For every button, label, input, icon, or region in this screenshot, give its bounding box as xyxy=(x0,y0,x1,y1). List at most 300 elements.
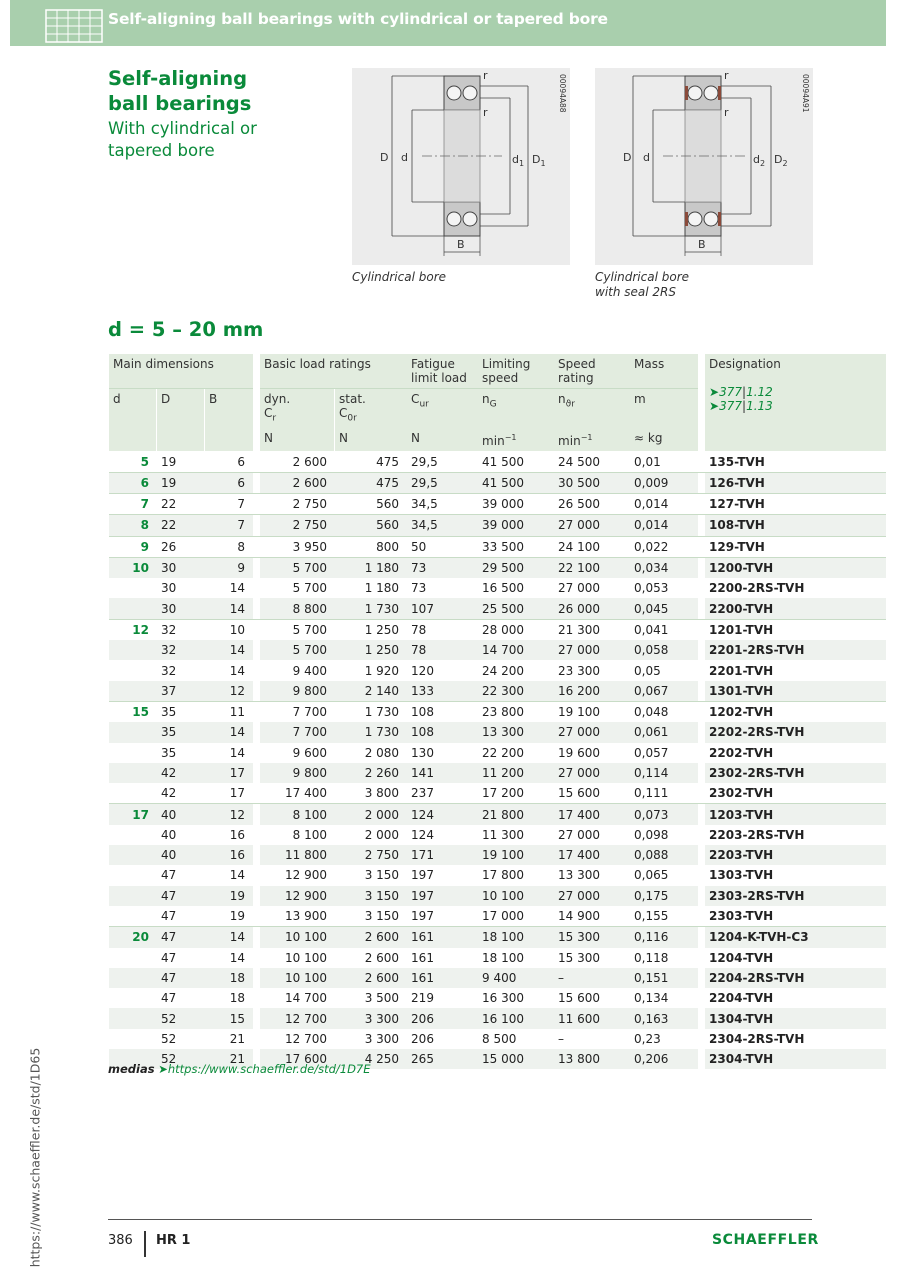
cell-nr: 17 400 xyxy=(554,845,630,865)
unit-N: N xyxy=(260,428,335,451)
cell-ng: 18 100 xyxy=(482,950,525,965)
cell-c0r: 3 150 xyxy=(335,886,407,906)
cell-cr: 2 600 xyxy=(260,472,335,493)
cell-cr: 7 700 xyxy=(260,701,335,722)
cell-cur: 130 xyxy=(411,745,434,760)
cell-cur: 78 xyxy=(407,640,478,660)
table-row xyxy=(109,493,886,514)
cell-cur: 197 xyxy=(411,909,434,924)
cell-cr: 9 600 xyxy=(292,745,328,760)
column-gap xyxy=(698,1029,705,1049)
cell-mass: 0,088 xyxy=(630,845,698,865)
cell-d: 8 xyxy=(109,514,157,535)
cell-cr: 2 750 xyxy=(260,514,335,535)
cell-c0r: 1 730 xyxy=(335,722,407,742)
cell-D: 52 xyxy=(161,1031,177,1046)
caption-line: Cylindrical bore xyxy=(352,270,447,284)
cell-mass: 0,118 xyxy=(634,950,669,965)
cell-d xyxy=(109,845,157,865)
table-row xyxy=(109,578,886,598)
column-gap xyxy=(698,640,705,660)
cell-c0r: 3 150 xyxy=(364,909,400,924)
column-gap xyxy=(698,968,705,988)
cell-D: 30 xyxy=(161,581,177,596)
column-gap xyxy=(698,451,705,471)
column-gap xyxy=(253,865,260,885)
table-row xyxy=(109,906,886,926)
cell-D: 40 xyxy=(157,803,205,824)
cell-c0r: 2 260 xyxy=(335,763,407,783)
cell-ng: 11 300 xyxy=(482,827,525,842)
cell-B: 21 xyxy=(229,1031,246,1046)
cell-d xyxy=(109,578,157,598)
cell-c0r: 1 180 xyxy=(364,581,400,596)
cell-nr: 22 100 xyxy=(554,557,630,578)
table-row xyxy=(109,598,886,618)
cell-B: 17 xyxy=(205,763,253,783)
column-gap xyxy=(698,557,705,578)
table-row xyxy=(109,803,886,824)
cell-ng: 17 200 xyxy=(482,786,525,801)
figure-code: 00094A88 xyxy=(558,74,567,113)
cell-mass: 0,05 xyxy=(634,663,661,678)
cell-designation: 2203-2RS-TVH xyxy=(709,827,805,842)
column-gap xyxy=(698,514,705,535)
cell-D: 47 xyxy=(161,868,177,883)
header-stat: stat. $C_{0r}$ xyxy=(335,389,407,428)
cell-designation: 2200-TVH xyxy=(705,598,886,618)
cell-D: 42 xyxy=(161,786,177,801)
header-cur: $C_{ur}$ xyxy=(407,389,478,428)
cell-cur: 50 xyxy=(407,536,478,557)
cell-D: 40 xyxy=(157,845,205,865)
cell-cr: 10 100 xyxy=(260,926,335,947)
table-row xyxy=(109,660,886,680)
cell-ng: 17 000 xyxy=(482,909,525,924)
cell-c0r: 4 250 xyxy=(335,1049,407,1069)
cell-mass: 0,116 xyxy=(630,926,698,947)
cell-cr: 8 800 xyxy=(260,598,335,618)
cell-designation: 2203-TVH xyxy=(705,845,886,865)
cell-D: 42 xyxy=(157,763,205,783)
table-row xyxy=(109,988,886,1008)
cell-mass: 0,053 xyxy=(634,581,669,596)
cell-ng: 8 500 xyxy=(482,1031,517,1046)
cell-mass: 0,01 xyxy=(634,454,661,469)
cell-nr: 17 400 xyxy=(554,803,630,824)
subtitle-line: tapered bore xyxy=(108,141,215,160)
cell-nr: 15 600 xyxy=(558,991,601,1006)
cell-D: 22 xyxy=(157,493,205,514)
footer-rule xyxy=(108,1219,812,1220)
label-r: r xyxy=(483,69,488,82)
cell-ng: 21 800 xyxy=(478,803,554,824)
header-D: D xyxy=(157,389,205,451)
cell-nr: – xyxy=(558,1031,565,1046)
column-gap xyxy=(698,886,705,906)
cell-mass: 0,048 xyxy=(630,701,698,722)
header-ng: $n_G$ xyxy=(478,389,554,428)
label-B: B xyxy=(698,238,706,251)
cell-cur: 161 xyxy=(407,926,478,947)
cell-cr: 14 700 xyxy=(285,991,328,1006)
cell-cr: 13 900 xyxy=(285,909,328,924)
column-gap xyxy=(253,948,260,968)
cell-B: 12 xyxy=(205,681,253,701)
cell-designation: 129-TVH xyxy=(705,536,886,557)
column-gap xyxy=(253,536,260,557)
cell-nr: 24 500 xyxy=(558,454,601,469)
reference-link[interactable]: ➤377|1.13 xyxy=(709,399,773,413)
cell-ng: 22 300 xyxy=(478,681,554,701)
cell-c0r: 1 180 xyxy=(335,557,407,578)
cell-nr: 19 100 xyxy=(554,701,630,722)
table-row xyxy=(109,1008,886,1028)
cell-d: 6 xyxy=(109,472,157,493)
unit-kg: ≈ kg xyxy=(630,428,698,451)
cell-nr: 27 000 xyxy=(554,722,630,742)
cell-c0r: 1 730 xyxy=(335,598,407,618)
cell-ng: 39 000 xyxy=(478,514,554,535)
cell-c0r: 2 140 xyxy=(335,681,407,701)
cell-designation: 2303-2RS-TVH xyxy=(705,886,886,906)
cell-D: 35 xyxy=(161,745,177,760)
column-gap xyxy=(253,803,260,824)
table-row xyxy=(109,557,886,578)
cell-cur: 78 xyxy=(407,619,478,640)
cell-cur: 197 xyxy=(411,868,434,883)
column-gap xyxy=(253,619,260,640)
cell-designation: 1202-TVH xyxy=(705,701,886,722)
cell-B: 18 xyxy=(205,968,253,988)
cell-mass: 0,014 xyxy=(630,514,698,535)
cell-designation: 2303-TVH xyxy=(709,909,774,924)
column-gap xyxy=(253,988,260,1008)
cell-d xyxy=(109,1008,157,1028)
cell-c0r: 475 xyxy=(335,472,407,493)
cell-mass: 0,057 xyxy=(634,745,669,760)
cell-B: 8 xyxy=(205,536,253,557)
cell-nr: 24 100 xyxy=(554,536,630,557)
cell-D: 32 xyxy=(157,619,205,640)
cell-cur: 29,5 xyxy=(407,472,478,493)
cell-nr: 15 300 xyxy=(554,926,630,947)
title-line: Self-aligning xyxy=(108,67,248,90)
label-r: r xyxy=(724,69,729,82)
column-gap xyxy=(698,701,705,722)
cell-d: 10 xyxy=(109,557,157,578)
column-gap xyxy=(698,536,705,557)
cell-designation: 2302-2RS-TVH xyxy=(705,763,886,783)
cell-c0r: 2 600 xyxy=(335,926,407,947)
cell-ng: 39 000 xyxy=(478,493,554,514)
cell-cur: 171 xyxy=(407,845,478,865)
cell-mass: 0,098 xyxy=(634,827,669,842)
column-gap xyxy=(253,743,260,763)
cell-ng: 24 200 xyxy=(482,663,525,678)
label-D: D xyxy=(380,151,389,164)
cell-cur: 206 xyxy=(411,1031,434,1046)
cell-B: 7 xyxy=(205,493,253,514)
table-row xyxy=(109,865,886,885)
cell-mass: 0,041 xyxy=(630,619,698,640)
cell-cr: 8 100 xyxy=(292,827,328,842)
cell-D: 32 xyxy=(157,640,205,660)
cell-D: 37 xyxy=(157,681,205,701)
header-fatigue: Fatigue limit load xyxy=(407,354,478,389)
cell-cur: 108 xyxy=(407,701,478,722)
cell-B: 14 xyxy=(229,950,246,965)
cell-B: 14 xyxy=(205,926,253,947)
cell-B: 10 xyxy=(205,619,253,640)
cell-d xyxy=(109,886,157,906)
cell-c0r: 2 600 xyxy=(364,950,400,965)
cell-ng: 16 100 xyxy=(478,1008,554,1028)
cell-c0r: 800 xyxy=(335,536,407,557)
cell-c0r: 1 250 xyxy=(335,619,407,640)
cell-B: 7 xyxy=(205,514,253,535)
cell-nr: 15 600 xyxy=(558,786,601,801)
cell-cr: 5 700 xyxy=(260,619,335,640)
cell-ng: 17 800 xyxy=(482,868,525,883)
doc-code: HR 1 xyxy=(156,1233,191,1248)
cell-cur: 34,5 xyxy=(407,493,478,514)
cell-d xyxy=(109,783,157,803)
unit-N: N xyxy=(335,428,407,451)
bearing-drawing-cylindrical xyxy=(352,68,570,265)
header-d: d xyxy=(109,389,157,451)
column-gap xyxy=(253,598,260,618)
cell-ng: 29 500 xyxy=(478,557,554,578)
cell-designation: 2304-2RS-TVH xyxy=(709,1031,805,1046)
cell-ng: 14 700 xyxy=(478,640,554,660)
column-gap xyxy=(253,472,260,493)
column-gap xyxy=(253,845,260,865)
cell-cr: 7 700 xyxy=(260,722,335,742)
cell-mass: 0,151 xyxy=(630,968,698,988)
column-gap xyxy=(253,493,260,514)
cell-d xyxy=(109,968,157,988)
cell-c0r: 3 150 xyxy=(364,868,400,883)
cell-D: 47 xyxy=(157,926,205,947)
cell-B: 12 xyxy=(205,803,253,824)
cell-nr: 27 000 xyxy=(558,581,601,596)
cell-designation: 1204-TVH xyxy=(709,950,774,965)
cell-d xyxy=(109,681,157,701)
cell-ng: 9 400 xyxy=(478,968,554,988)
cell-ng: 23 800 xyxy=(478,701,554,722)
label-d: d xyxy=(643,151,650,164)
cell-cr: 11 800 xyxy=(260,845,335,865)
cell-B: 6 xyxy=(237,454,246,469)
medias-link[interactable]: medias ➤https://www.schaeffler.de/std/1D7E xyxy=(108,1062,371,1076)
cell-c0r: 1 250 xyxy=(335,640,407,660)
table-row xyxy=(109,783,886,803)
cell-designation: 127-TVH xyxy=(705,493,886,514)
cell-mass: 0,065 xyxy=(634,868,669,883)
cell-cr: 5 700 xyxy=(292,581,328,596)
column-gap xyxy=(253,763,260,783)
table-row xyxy=(109,948,886,968)
cell-cr: 2 750 xyxy=(260,493,335,514)
table-row xyxy=(109,722,886,742)
cell-mass: 0,073 xyxy=(630,803,698,824)
cell-B: 11 xyxy=(205,701,253,722)
cell-cr: 2 600 xyxy=(292,454,328,469)
cell-D: 32 xyxy=(161,663,177,678)
cell-cr: 9 800 xyxy=(260,763,335,783)
cell-mass: 0,009 xyxy=(630,472,698,493)
page-subtitle xyxy=(108,118,257,162)
cell-c0r: 3 300 xyxy=(335,1008,407,1028)
cell-nr: 30 500 xyxy=(554,472,630,493)
cell-nr: 27 000 xyxy=(554,514,630,535)
cell-designation: 1204-K-TVH-C3 xyxy=(705,926,886,947)
cell-c0r: 2 750 xyxy=(335,845,407,865)
column-gap xyxy=(253,557,260,578)
column-gap xyxy=(253,906,260,926)
table-row xyxy=(109,1029,886,1049)
cell-ng: 13 300 xyxy=(478,722,554,742)
cell-D: 22 xyxy=(157,514,205,535)
cell-nr: 27 000 xyxy=(554,640,630,660)
cell-nr: 13 800 xyxy=(554,1049,630,1069)
cell-nr: 27 000 xyxy=(554,763,630,783)
column-gap xyxy=(253,451,260,471)
cell-designation: 135-TVH xyxy=(709,454,765,469)
cell-d: 12 xyxy=(109,619,157,640)
label-B: B xyxy=(457,238,465,251)
cell-B: 19 xyxy=(205,886,253,906)
cell-D: 30 xyxy=(157,557,205,578)
table-row xyxy=(109,886,886,906)
cell-B: 14 xyxy=(205,722,253,742)
cell-D: 19 xyxy=(161,454,177,469)
column-gap xyxy=(698,578,705,598)
cell-c0r: 2 000 xyxy=(335,803,407,824)
table-row xyxy=(109,536,886,557)
cell-cur: 120 xyxy=(411,663,434,678)
cell-mass: 0,155 xyxy=(634,909,669,924)
cell-cur: 161 xyxy=(407,968,478,988)
cell-cr: 10 100 xyxy=(285,950,328,965)
cell-B: 19 xyxy=(229,909,246,924)
label-r: r xyxy=(483,106,488,119)
label-d: d xyxy=(401,151,408,164)
cell-mass: 0,206 xyxy=(630,1049,698,1069)
cell-nr: 19 600 xyxy=(558,745,601,760)
cell-nr: 21 300 xyxy=(554,619,630,640)
cell-designation: 2302-TVH xyxy=(709,786,774,801)
cell-nr: 27 000 xyxy=(558,827,601,842)
cell-B: 17 xyxy=(229,786,246,801)
subtitle-line: With cylindrical or xyxy=(108,119,257,138)
cell-d xyxy=(109,722,157,742)
cell-designation: 2204-2RS-TVH xyxy=(705,968,886,988)
cell-d xyxy=(109,743,157,763)
column-gap xyxy=(253,968,260,988)
cell-designation: 2204-TVH xyxy=(709,991,774,1006)
cell-mass: 0,134 xyxy=(634,991,669,1006)
section-title: d = 5 – 20 mm xyxy=(108,318,264,341)
figure-caption xyxy=(595,270,689,300)
cell-mass: 0,23 xyxy=(634,1031,661,1046)
cell-cur: 34,5 xyxy=(407,514,478,535)
cell-D: 26 xyxy=(157,536,205,557)
side-url: https://www.schaeffler.de/std/1D65 xyxy=(27,1047,43,1268)
cell-mass: 0,014 xyxy=(630,493,698,514)
cell-mass: 0,061 xyxy=(630,722,698,742)
cell-designation: 2304-TVH xyxy=(705,1049,886,1069)
cell-cur: 73 xyxy=(407,557,478,578)
cell-mass: 0,058 xyxy=(630,640,698,660)
cell-cr: 17 600 xyxy=(260,1049,335,1069)
table-grid-icon xyxy=(45,9,103,43)
cell-B: 6 xyxy=(205,472,253,493)
cell-ng: 15 000 xyxy=(478,1049,554,1069)
cell-cur: 73 xyxy=(411,581,427,596)
cell-nr: 14 900 xyxy=(558,909,601,924)
cell-c0r: 560 xyxy=(335,514,407,535)
cell-cur: 197 xyxy=(407,886,478,906)
table-row xyxy=(109,845,886,865)
cell-c0r: 3 800 xyxy=(364,786,400,801)
cell-designation: 2202-2RS-TVH xyxy=(705,722,886,742)
column-gap xyxy=(253,783,260,803)
cell-B: 15 xyxy=(205,1008,253,1028)
label-D: D xyxy=(623,151,632,164)
column-gap xyxy=(698,926,705,947)
table-body xyxy=(109,451,886,1069)
column-gap xyxy=(253,886,260,906)
cell-D: 30 xyxy=(157,598,205,618)
header-B: B xyxy=(205,389,253,451)
cell-B: 16 xyxy=(205,845,253,865)
page-number: 386 xyxy=(108,1233,133,1248)
column-gap xyxy=(253,640,260,660)
column-gap xyxy=(698,783,705,803)
page-title xyxy=(108,66,251,116)
table-row xyxy=(109,451,886,471)
cell-mass: 0,175 xyxy=(630,886,698,906)
cell-B: 14 xyxy=(229,868,246,883)
cell-D: 47 xyxy=(157,886,205,906)
cell-nr: 15 300 xyxy=(558,950,601,965)
cell-d xyxy=(109,906,157,926)
cell-d xyxy=(109,763,157,783)
cell-nr: 26 000 xyxy=(554,598,630,618)
cell-cr: 9 400 xyxy=(292,663,328,678)
column-gap xyxy=(253,926,260,947)
cell-D: 52 xyxy=(157,1049,205,1069)
header-designation: Designation ➤377|1.12 ➤377|1.13 xyxy=(705,354,886,451)
cell-designation: 126-TVH xyxy=(705,472,886,493)
column-gap xyxy=(253,514,260,535)
cell-d xyxy=(109,948,157,968)
cell-designation: 1201-TVH xyxy=(705,619,886,640)
reference-link[interactable]: ➤377|1.12 xyxy=(709,385,773,399)
column-gap xyxy=(698,988,705,1008)
schaeffler-logo: SCHAEFFLER xyxy=(712,1232,819,1248)
cell-designation: 1200-TVH xyxy=(705,557,886,578)
cell-D: 47 xyxy=(161,991,177,1006)
cell-B: 16 xyxy=(229,827,246,842)
cell-B: 18 xyxy=(229,991,246,1006)
caption-line: Cylindrical bore xyxy=(595,270,690,284)
cell-mass: 0,022 xyxy=(630,536,698,557)
bearing-drawing-sealed xyxy=(595,68,813,265)
footer-divider xyxy=(144,1231,146,1257)
